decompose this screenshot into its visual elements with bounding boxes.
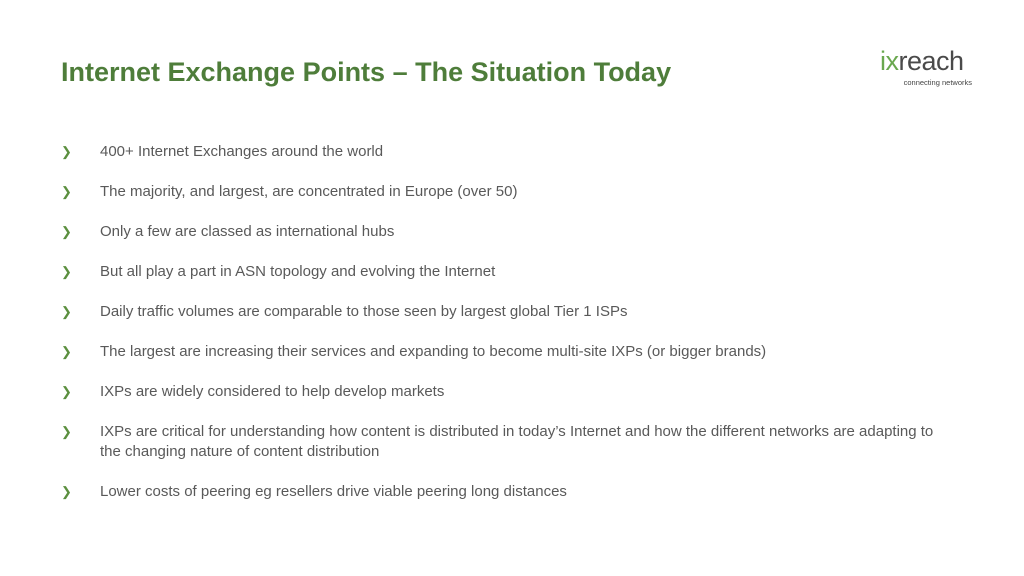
chevron-right-icon: ❯ [61, 384, 72, 399]
bullet-item [61, 182, 941, 202]
bullet-text: Only a few are classed as international hubs [100, 223, 395, 240]
chevron-right-icon: ❯ [61, 184, 72, 199]
logo-tagline: connecting networks [903, 78, 972, 87]
logo-reach-text: reach [898, 46, 964, 76]
ixreach-logo [876, 46, 986, 92]
bullet-text: IXPs are critical for understanding how content is distributed in today’s Internet and how the different networks are adapting to the changing nature of content distribution [100, 423, 934, 460]
bullet-text: The majority, and largest, are concentrated in Europe (over 50) [100, 183, 518, 200]
bullet-text: 400+ Internet Exchanges around the world [100, 143, 384, 160]
bullet-item [61, 342, 941, 362]
logo-ix-text: ix [880, 46, 899, 76]
bullet-item [61, 382, 941, 402]
bullet-item [61, 142, 941, 162]
bullet-text: Lower costs of peering eg resellers drive viable peering long distances [100, 483, 567, 500]
chevron-right-icon: ❯ [61, 264, 72, 279]
bullet-text: The largest are increasing their services and expanding to become multi-site IXPs (or bigger brands) [100, 343, 767, 360]
bullet-item [61, 262, 941, 282]
bullet-item [61, 422, 941, 462]
chevron-right-icon: ❯ [61, 344, 72, 359]
chevron-right-icon: ❯ [61, 424, 72, 439]
chevron-right-icon: ❯ [61, 144, 72, 159]
chevron-right-icon: ❯ [61, 484, 72, 499]
logo-wordmark [880, 46, 964, 76]
bullet-item [61, 302, 941, 322]
bullet-item [61, 222, 941, 242]
bullet-text: Daily traffic volumes are comparable to those seen by largest global Tier 1 ISPs [100, 303, 628, 320]
bullet-text: But all play a part in ASN topology and evolving the Internet [100, 263, 496, 280]
bullet-item [61, 482, 941, 502]
slide-title: Internet Exchange Points – The Situation Today [61, 57, 672, 87]
bullet-list [61, 142, 941, 522]
bullet-text: IXPs are widely considered to help develop markets [100, 383, 445, 400]
chevron-right-icon: ❯ [61, 224, 72, 239]
chevron-right-icon: ❯ [61, 304, 72, 319]
